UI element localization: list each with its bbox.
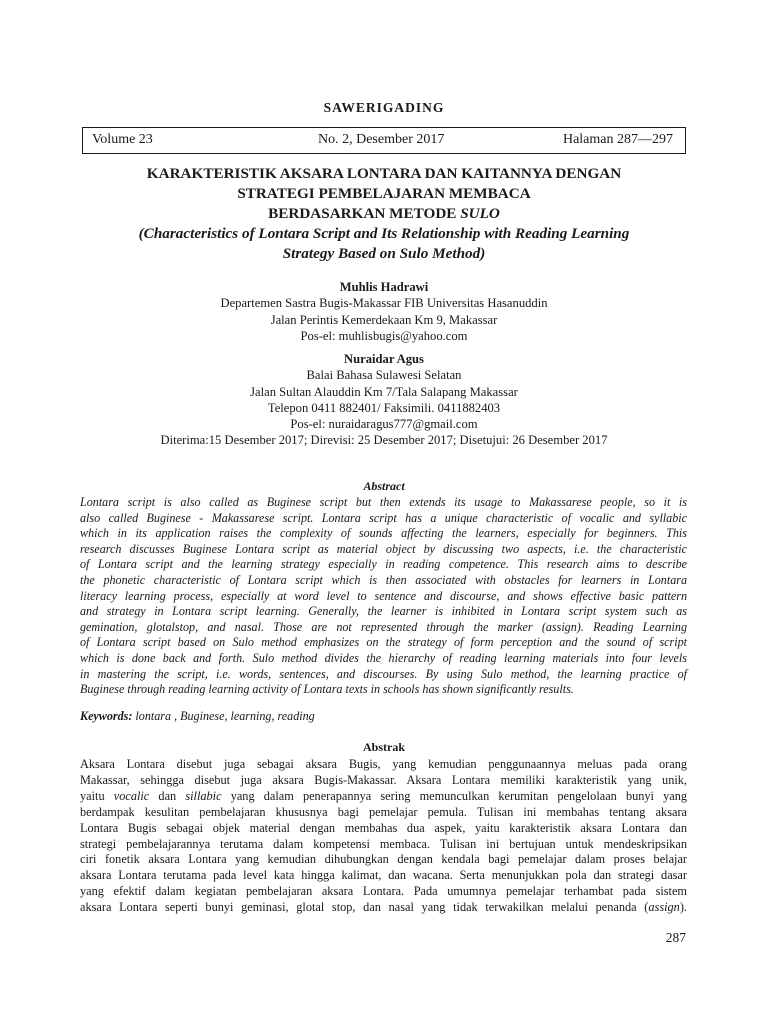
term-vocalic: vocalic: [113, 788, 150, 803]
author-1-name: Muhlis Hadrawi: [339, 280, 429, 294]
abstract-id-line: [80, 900, 687, 916]
abstract-en-line: which is done back and forth. Sulo method divides the hierarchy of reading learning materials into four levels: [80, 650, 687, 665]
title-line-1: KARAKTERISTIK AKSARA LONTARA DAN KAITANNYA DENGAN: [146, 165, 622, 182]
term-sillabic: sillabic: [185, 788, 222, 803]
title-en-line-2: Strategy Based on Sulo Method): [282, 245, 486, 262]
abstract-en-line: Buginese through reading learning activity of Lontara texts in schools has shown significantly results.: [80, 682, 574, 697]
keywords-label: Keywords:: [80, 709, 133, 723]
abstract-id-text: yang dalam penerapannya sering memunculkan kerumitan pengelolaan bunyi yang: [221, 788, 688, 803]
page-range: Halaman 287—297: [562, 132, 673, 147]
abstract-id-line: [80, 789, 687, 805]
abstract-en-line: literacy learning process, especially at word level to sentence and discourse, and shows effective basic pattern: [80, 588, 687, 603]
author-2-block: [60, 351, 708, 449]
abstract-en-line: of Lontara script and the learning strategy especially in reading competence. This research aims to describe: [80, 557, 687, 572]
abstract-id-line: berdampak kesulitan pembelajaran khususnya bagi pemelajar pemula. Tulisan ini membahas tentang aksara: [80, 804, 687, 819]
abstract-en-line: in mastering the script, i.e. words, sentences, and discourses. By using Sulo method, the learning practice of: [80, 666, 687, 681]
title-line-3: [60, 204, 708, 224]
title-line-3-text: BERDASARKAN METODE: [268, 205, 461, 222]
abstrak-heading: Abstrak: [362, 740, 405, 754]
title-en-line-1: (Characteristics of Lontara Script and Its Relationship with Reading Learning: [138, 225, 630, 242]
abstract-id-line: Lontara Bugis sebagai objek material dengan membahas dua aspek, yaitu karakteristik aksara Lontara dan: [80, 820, 687, 835]
author-1-block: [60, 279, 708, 344]
abstract-en-line: also called Buginese - Makassarese script. Lontara script has a unique characteristic of vocalic and syllabic: [80, 510, 687, 525]
abstract-en-line: of Lontara script based on Sulo method emphasizes on the strategy of form perception and the sound of script: [80, 635, 687, 650]
journal-name: SAWERIGADING: [323, 100, 445, 115]
abstract-id-line: ciri fonetik aksara Lontara yang kemudian dihubungkan dengan kendala bagi pemelajar dalam proses belajar: [80, 852, 687, 867]
title-line-2: STRATEGI PEMBELAJARAN MEMBACA: [237, 185, 531, 202]
abstract-en-line: which in its application raises the complexity of sounds affecting the learners, especially for beginners. This: [80, 526, 687, 541]
term-assign: assign: [648, 900, 680, 915]
author-2-name: Nuraidar Agus: [344, 352, 424, 366]
author-2-affiliation: Balai Bahasa Sulawesi Selatan: [306, 368, 462, 383]
submission-dates: Diterima:15 Desember 2017; Direvisi: 25 Desember 2017; Disetujui: 26 Desember 2017: [160, 433, 608, 448]
abstract-id-text: ).: [679, 900, 687, 915]
issue-info-box: [82, 127, 686, 154]
keywords: [80, 709, 687, 724]
abstract-en-line: the phonetic characteristic of Lontara script which is then associated with obstacles for learners in Lontara: [80, 572, 687, 587]
author-1-affiliation: Departemen Sastra Bugis-Makassar FIB Universitas Hasanuddin: [220, 296, 548, 311]
abstract-en-line: Lontara script is also called as Buginese script but then extends its usage to Makassarese people, so it is: [80, 495, 687, 509]
author-2-phone: Telepon 0411 882401/ Faksimili. 0411882403: [267, 400, 501, 415]
abstract-id-text: yaitu: [80, 788, 114, 803]
volume: Volume 23: [92, 132, 153, 147]
abstract-id-line: Makassar, sehingga disebut juga aksara Bugis-Makassar. Aksara Lontara memiliki karakteristik yang unik,: [80, 772, 687, 787]
author-2-email: Pos-el: nuraidaragus777@gmail.com: [290, 417, 478, 432]
abstract-en-line: gemination, glotalstop, and nasal. Those are not represented through the marker (assign). Reading Learning: [80, 619, 687, 634]
abstract-en-line: and strategy in Lontara script learning. Generally, the learner is inhibited in Lontara script system such as: [80, 604, 687, 619]
abstract-id-line: Aksara Lontara disebut juga sebagai aksara Bugis, yang kemudian penggunaannya meluas pada orang: [80, 757, 687, 771]
author-1-address: Jalan Perintis Kemerdekaan Km 9, Makassar: [270, 312, 498, 327]
abstract-id-line: aksara Lontara terutama pada level kata hingga kalimat, dan wacana. Serta menunjukkan pola dan strategi dasar: [80, 868, 687, 883]
author-2-address: Jalan Sultan Alauddin Km 7/Tala Salapang Makassar: [250, 384, 518, 399]
author-1-email: Pos-el: muhlisbugis@yahoo.com: [300, 328, 468, 343]
abstract-id-text: dan: [149, 788, 186, 803]
abstract-id-line: yang efektif dalam kegiatan pembelajaran aksara Lontara. Pada umumnya pemelajar terhambat pada sistem: [80, 884, 687, 899]
page-number: 287: [665, 930, 686, 945]
abstract-id-text: aksara Lontara seperti bunyi geminasi, glotal stop, dan nasal yang tidak terwakilkan melalui penanda (: [80, 900, 649, 915]
keywords-text: lontara , Buginese, learning, reading: [132, 709, 315, 723]
title-sulo: SULO: [460, 205, 500, 222]
paper-title: [60, 164, 708, 264]
abstract-en: [80, 495, 687, 698]
abstract-id-line: strategi pembelajarannya terutama dalam kompetensi membaca. Tulisan ini bertujuan untuk mendeskripsikan: [80, 836, 687, 851]
abstract-id: [80, 757, 687, 916]
abstract-en-line: research discusses Buginese Lontara script as material object by discussing two aspects, i.e. the characteristic: [80, 541, 687, 556]
issue-number: No. 2, Desember 2017: [318, 132, 445, 147]
abstract-heading: Abstract: [363, 479, 405, 493]
